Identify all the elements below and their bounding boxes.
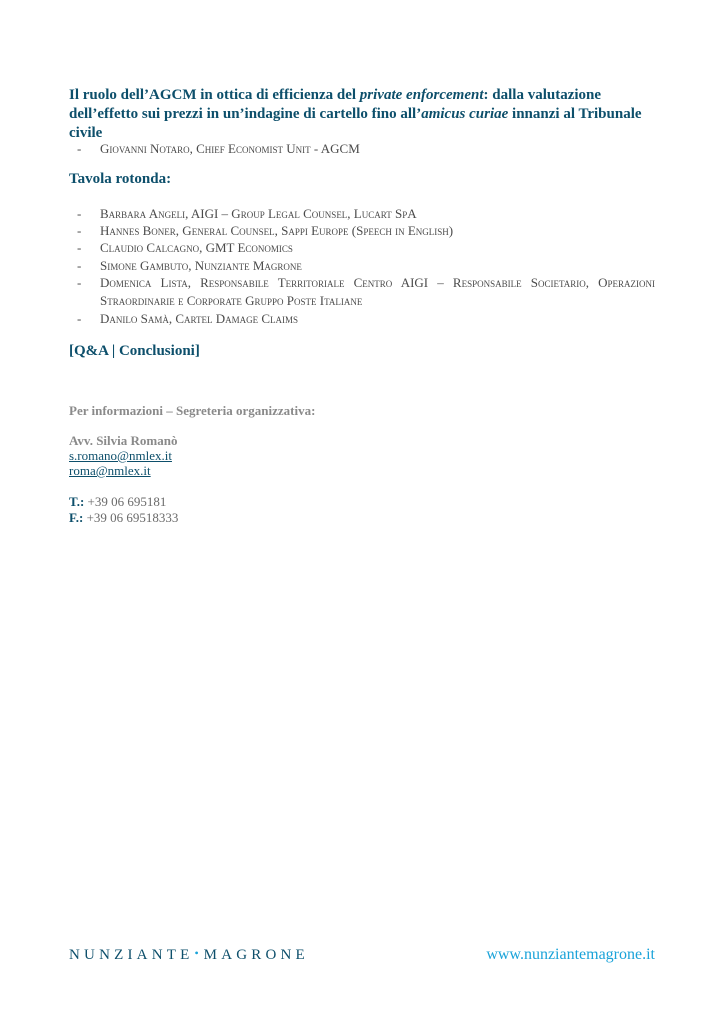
list-dash: - — [77, 206, 82, 221]
email-link-1[interactable]: s.romano@nmlex.it — [69, 448, 172, 463]
logo-left-text: NUNZIANTE — [69, 947, 194, 963]
list-dash: - — [77, 223, 82, 238]
phone-value: +39 06 695181 — [87, 494, 167, 509]
speaker-text: Barbara Angeli, AIGI – Group Legal Counsel, Lucart SpA — [100, 206, 417, 221]
title-text-continued: : dalla valutazione dell’effetto sui prezzi in un’indagine di cartello fino all’ — [69, 87, 602, 122]
round-table-heading: Tavola rotonda: — [69, 171, 172, 187]
list-dash: - — [77, 141, 82, 156]
website-link[interactable]: www.nunziantemagrone.it — [486, 946, 655, 963]
list-dash: - — [77, 311, 82, 326]
speaker-text: Domenica Lista, Responsabile Territoriale Centro AIGI – Responsabile Societario, Operazioni Straordinarie e Corporate Gruppo Poste Italiane — [100, 275, 655, 308]
title-text: Il ruolo dell’AGCM in ottica di efficienza del — [69, 87, 360, 103]
fax-value: +39 06 69518333 — [86, 510, 179, 525]
qa-heading: [Q&A | Conclusioni] — [69, 343, 200, 359]
list-item — [69, 222, 655, 240]
list-item — [69, 310, 655, 328]
list-item — [69, 205, 655, 223]
speaker-text: Simone Gambuto, Nunziante Magrone — [100, 258, 302, 273]
list-dash: - — [77, 240, 82, 255]
list-dash: - — [77, 258, 82, 273]
firm-logo — [69, 947, 309, 964]
logo-dot-icon: • — [194, 946, 199, 960]
main-speaker-text: Giovanni Notaro, Chief Economist Unit - AGCM — [100, 141, 360, 156]
speaker-text: Hannes Boner, General Counsel, Sappi Europe (Speech in English) — [100, 223, 454, 238]
speaker-text: Danilo Samà, Cartel Damage Claims — [100, 311, 299, 326]
session-title — [69, 86, 655, 143]
fax-label: F.: — [69, 510, 84, 525]
info-heading: Per informazioni – Segreteria organizzativa: — [69, 403, 316, 418]
title-italic-amicus-curiae: amicus curiae — [421, 106, 509, 122]
email-link-2[interactable]: roma@nmlex.it — [69, 463, 151, 478]
main-speaker — [69, 140, 655, 158]
fax-line — [69, 510, 178, 525]
title-italic-private-enforcement: private enforcement — [359, 87, 484, 103]
phone-label: T.: — [69, 494, 85, 509]
contact-name: Avv. Silvia Romanò — [69, 433, 178, 448]
list-item — [69, 274, 655, 310]
list-item — [69, 257, 655, 275]
speaker-text: Claudio Calcagno, GMT Economics — [100, 240, 293, 255]
title-text-end: innanzi al Tribunale civile — [69, 106, 642, 141]
list-dash: - — [77, 275, 82, 290]
phone-line — [69, 494, 166, 509]
logo-right-text: MAGRONE — [203, 947, 309, 963]
list-item — [69, 239, 655, 257]
